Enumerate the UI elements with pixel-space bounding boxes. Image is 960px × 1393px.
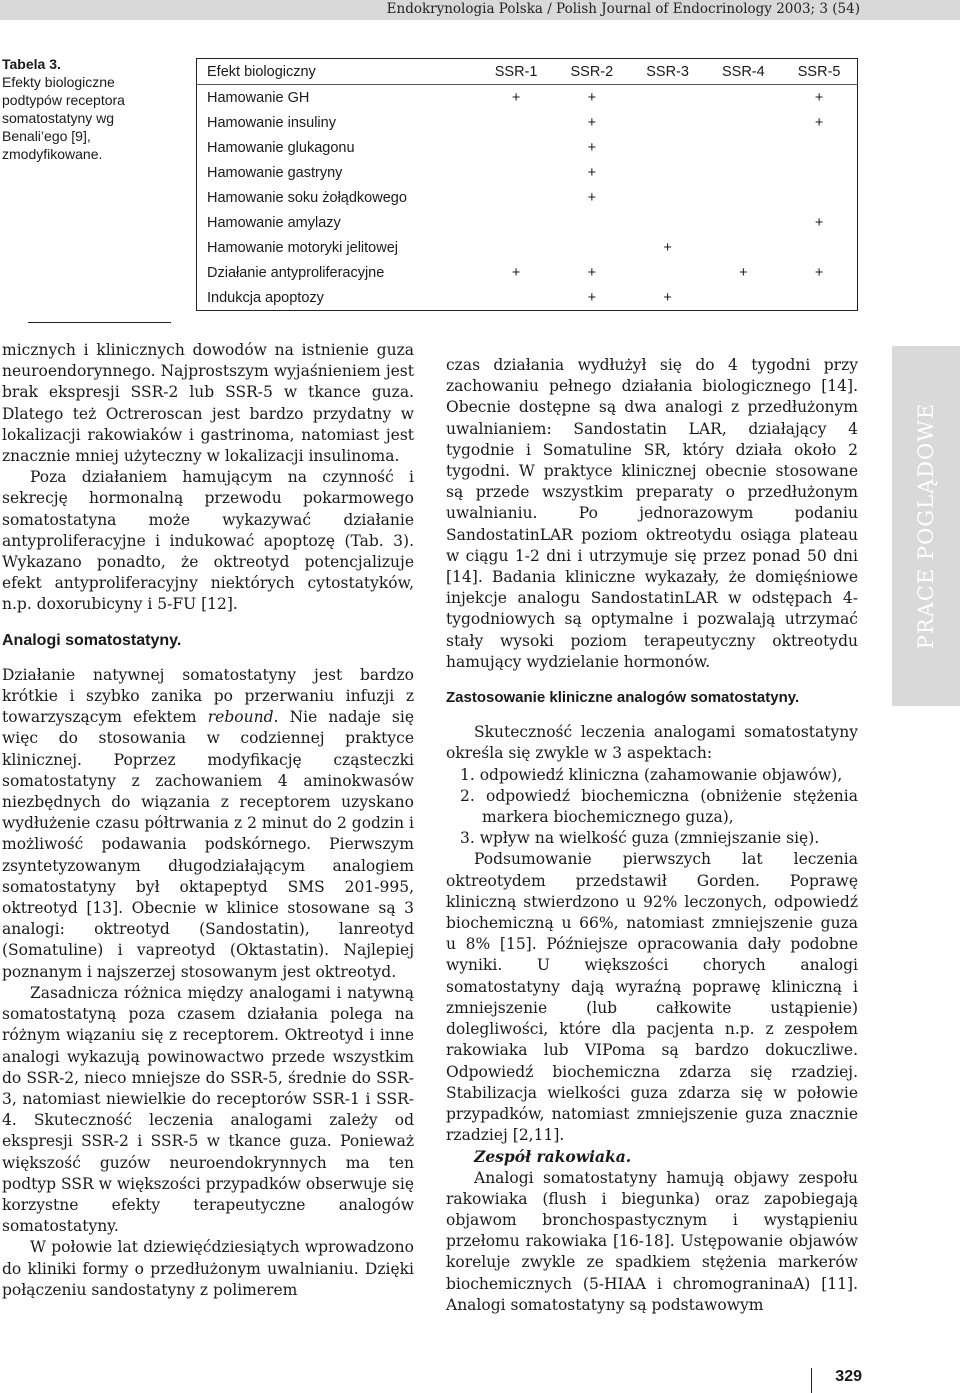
page-number: 329 <box>811 1368 862 1393</box>
effect-cell: Hamowanie motoryki jelitowej <box>207 239 398 256</box>
paragraph <box>2 665 414 983</box>
receptor-cell <box>630 85 706 111</box>
column-header: SSR-3 <box>630 59 706 85</box>
receptor-cell: + <box>587 289 597 306</box>
aspect-list <box>446 765 858 850</box>
receptor-cell <box>478 235 554 260</box>
table-row <box>197 285 858 311</box>
receptor-cell <box>705 210 781 235</box>
column-header: SSR-2 <box>554 59 630 85</box>
receptor-cell <box>781 135 857 160</box>
table-row <box>197 260 858 285</box>
receptor-cell <box>705 285 781 311</box>
receptor-cell <box>630 185 706 210</box>
paragraph-text: Działanie natywnej somatostatyny jest bardzo krótkie i szybko zanika po przerwaniu infuzji z towarzyszącym efektem <box>2 665 414 727</box>
table-row <box>197 235 858 260</box>
paragraph: Zasadnicza różnica między analogami i natywną somatostatyną poza czasem działania polega na różnym wiązaniu się z receptorem. Oktreotyd i inne analogi wykazują powinowactwo przede wszystkim do SSR-2, nieco mniejsze do SSR-5, średnie do SSR-3, natomiast niewielkie do receptorów SSR-1 i SSR-4. Skuteczność leczenia analogami zależy od ekspresji SSR-2 i SSR-5 w tkance guza. Ponieważ większość guzów neuroendokrynnych ma ten podtyp SSR w większości przypadków obserwuje się korzystne efekty terapeutyczne analogów somatostatyny. <box>2 983 414 1236</box>
table-row <box>197 185 858 210</box>
receptor-cell <box>478 210 554 235</box>
receptor-cell: + <box>587 264 597 281</box>
left-column <box>2 340 414 1301</box>
list-item: 3. wpływ na wielkość guza (zmniejszanie się). <box>460 829 820 848</box>
receptor-cell: + <box>587 89 597 106</box>
paragraph: Analogi somatostatyny hamują objawy zespołu rakowiaka (flush i biegunka) oraz zapobiegają objawom bronchospastycznym i wystąpieniu przełomu rakowiaka [16-18]. Ustępowanie objawów koreluje zwykle ze spadkiem stężenia markerów biochemicznych (5-HIAA i chromograninaA) [11]. Analogi somatostatyny są podstawowym <box>446 1168 858 1314</box>
journal-header-text: Endokrynologia Polska / Polish Journal of Endocrinology 2003; 3 (54) <box>386 1 860 17</box>
effect-cell: Indukcja apoptozy <box>207 289 324 306</box>
paragraph: czas działania wydłużył się do 4 tygodni przy zachowaniu pełnego działania biologicznego [14]. Obecnie dostępne są dwa analogi z przedłużonym uwalnianiem: Sandostatin LAR, działający 4 tygodnie i Somatuline SR, który działa około 2 tygodni. W praktyce klinicznej obecnie stosowane są przede wszystkim preparaty o przedłużonym uwalnianiu. Po jednorazowym podaniu SandostatinLAR poziom oktreotydu osiąga plateau w ciągu 1-2 dni i utrzymuje się przez ponad 50 dni [14]. Badania kliniczne wykazały, że domięśniowe injekcje analogu SandostatinLAR w odstępach 4-tygodniowych są optymalne i pozwalają utrzymać stały wysoki poziom terapeutyczny oktreotydu hamujący wydzielanie hormonów. <box>446 356 858 671</box>
receptor-cell <box>705 110 781 135</box>
table-caption-number: Tabela 3. <box>2 56 61 72</box>
table-caption-text: Efekty biologiczne podtypów receptora somatostatyny wg Benali’ego [9], zmodyfikowane. <box>2 74 125 162</box>
caption-divider <box>28 322 171 323</box>
receptor-cell: + <box>663 289 672 306</box>
receptor-cell <box>705 235 781 260</box>
table-row <box>197 160 858 185</box>
receptor-cell <box>705 185 781 210</box>
receptor-cell: + <box>587 139 597 156</box>
effect-cell: Hamowanie glukagonu <box>207 139 355 156</box>
paragraph: micznych i klinicznych dowodów na istnienie guza neuroendorynnego. Najprostszym wyjaśnieniem jest brak ekspresji SSR-2 lub SSR-5 w tkance guza. Dlatego też Octreroscan jest bardzo przydatny w lokalizacji rakowiaków i gastrinoma, natomiast jest znacznie mniej użyteczny w lokalizacji insulinoma. <box>2 341 414 466</box>
list-item: 2. odpowiedź biochemiczna (obniżenie stężenia markera biochemicznego guza), <box>460 786 858 827</box>
effect-cell: Hamowanie amylazy <box>207 214 341 231</box>
receptor-cell: + <box>587 189 597 206</box>
receptor-cell <box>478 110 554 135</box>
right-column <box>446 355 858 1316</box>
receptor-cell <box>478 285 554 311</box>
table-caption <box>2 55 172 163</box>
receptor-cell <box>781 285 857 311</box>
table-header-row <box>197 59 858 85</box>
column-header: SSR-5 <box>781 59 857 85</box>
receptor-cell: + <box>814 264 824 281</box>
section-sidebar-label: PRACE POGLĄDOWE <box>914 402 938 650</box>
receptor-cell <box>630 160 706 185</box>
effect-cell: Hamowanie soku żołądkowego <box>207 189 407 206</box>
subsection-heading: Zespół rakowiaka. <box>474 1147 632 1167</box>
effect-cell: Hamowanie gastryny <box>207 164 343 181</box>
receptor-cell: + <box>814 89 824 106</box>
paragraph: Podsumowanie pierwszych lat leczenia oktreotydem przedstawił Gorden. Poprawę kliniczną stwierdzono u 92% leczonych, odpowiedź biochemiczną u 66%, natomiast zmniejszenie guza u 8% [15]. Późniejsze opracowania dały podobne wyniki. U większości chorych analogi somatostatyny dają wyraźną poprawę kliniczną i zmniejszenie (lub całkowite ustąpienie) dolegliwości, które dla pacjenta n.p. z zespołem rakowiaka lub VIPoma są bardzo dokuczliwe. Odpowiedź biochemiczna zdarza się rzadziej. Stabilizacja wielkości guza zdarza się w połowie przypadków, natomiast zmniejszenie guza znacznie rzadziej [2,11]. <box>446 850 858 1145</box>
effect-cell: Hamowanie insuliny <box>207 114 336 131</box>
receptor-cell <box>705 135 781 160</box>
receptor-cell <box>630 110 706 135</box>
list-item: 1. odpowiedź kliniczna (zahamowanie objawów), <box>460 765 843 784</box>
section-heading: Zastosowanie kliniczne analogów somatostatyny. <box>446 689 800 707</box>
italic-term: rebound <box>207 708 274 727</box>
table-row <box>197 110 858 135</box>
receptor-cell <box>630 260 706 285</box>
effect-cell: Hamowanie GH <box>207 89 310 106</box>
biological-effects-table <box>196 58 858 311</box>
column-header: SSR-4 <box>705 59 781 85</box>
paragraph: W połowie lat dziewięćdziesiątych wprowadzono do kliniki formy o przedłużonym uwalnianiu. Dzięki połączeniu sandostatyny z polimerem <box>2 1238 414 1299</box>
receptor-cell <box>478 185 554 210</box>
paragraph: Poza działaniem hamującym na czynność i sekrecję hormonalną przewodu pokarmowego somatostatyna może wykazywać działanie antyproliferacyjne i indukować apoptozę (Tab. 3). Wykazano ponadto, że oktreotyd potencjalizuje efekt antyproliferacyjny niektórych cytostatyków, n.p. doxorubicyny i 5-FU [12]. <box>2 468 414 614</box>
table-row <box>197 210 858 235</box>
receptor-cell: + <box>587 164 597 181</box>
receptor-cell <box>478 160 554 185</box>
receptor-cell: + <box>587 114 597 131</box>
receptor-cell: + <box>739 264 748 281</box>
receptor-cell: + <box>814 214 824 231</box>
receptor-cell: + <box>511 89 521 106</box>
receptor-cell: + <box>511 264 521 281</box>
receptor-cell <box>630 135 706 160</box>
paragraph: Skuteczność leczenia analogami somatostatyny określa się zwykle w 3 aspektach: <box>446 723 858 763</box>
effect-cell: Działanie antyproliferacyjne <box>207 264 385 281</box>
section-heading: Analogi somatostatyny. <box>2 631 182 649</box>
column-header: SSR-1 <box>478 59 554 85</box>
table-row <box>197 135 858 160</box>
receptor-cell <box>705 85 781 111</box>
section-sidebar <box>892 346 960 706</box>
receptor-cell <box>781 160 857 185</box>
receptor-cell <box>781 235 857 260</box>
receptor-cell <box>705 160 781 185</box>
paragraph-text: . Nie nadaje się więc do stosowania w codziennej praktyce klinicznej. Poprzez modyfikację cząsteczki somatostatyny z zachowaniem 4 aminokwasów niezbędnych do wiązania z receptorem uzyskano wydłużenie czasu półtrwania z 2 minut do 2 godzin i możliwość podawania podskórnego. Pierwszym zsyntetyzowanym długodziałającym analogiem somatostatyny był oktapeptyd SMS 201-995, oktreotyd [13]. Obecnie w klinice stosowane są 3 analogi: oktreotyd (Sandostatin), lanreotyd (Somatuline) i vapreotyd (Oktastatin). Najlepiej poznanym i najszerzej stosowanym jest oktreotyd. <box>2 708 414 981</box>
receptor-cell <box>630 210 706 235</box>
journal-header <box>0 0 960 20</box>
receptor-cell: + <box>814 114 824 131</box>
receptor-cell <box>554 210 630 235</box>
receptor-cell: + <box>663 239 672 256</box>
receptor-cell <box>478 135 554 160</box>
table-row <box>197 85 858 111</box>
column-header: Efekt biologiczny <box>197 59 479 85</box>
receptor-cell <box>781 185 857 210</box>
receptor-cell <box>554 235 630 260</box>
